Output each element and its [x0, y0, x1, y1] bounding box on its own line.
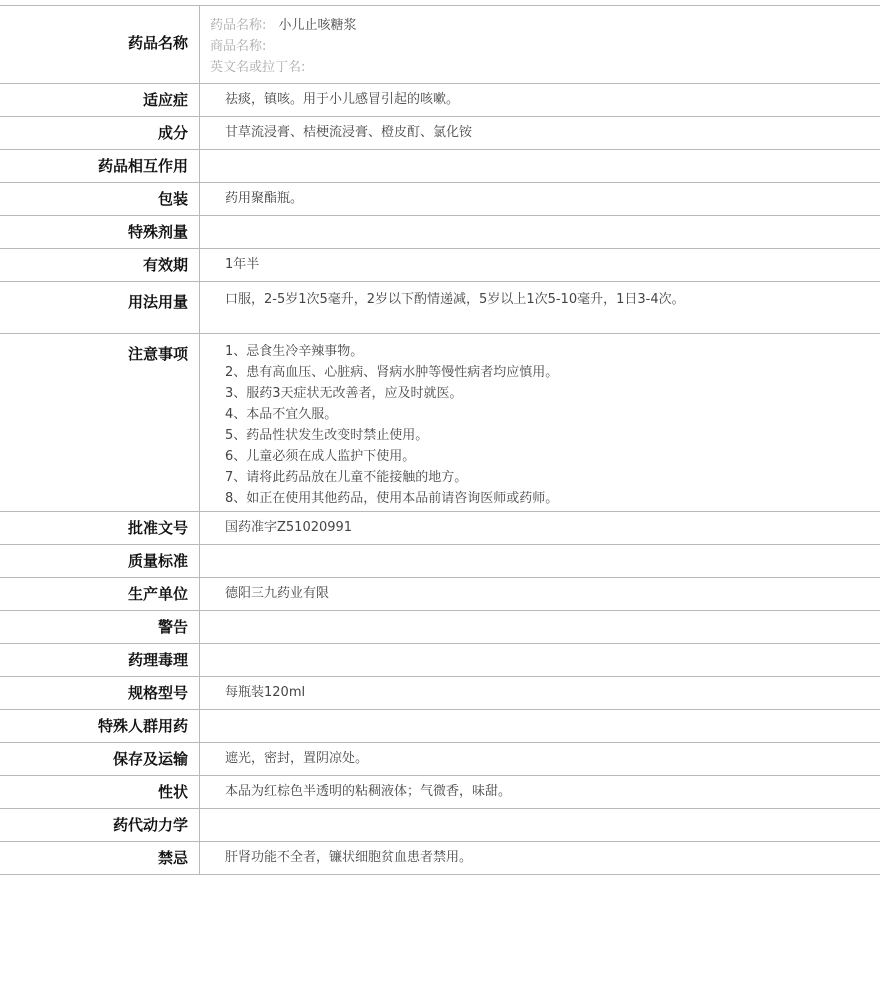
row-ingredients	[0, 117, 880, 150]
value-approval-number: 国药准字Z51020991	[225, 520, 353, 535]
row-precautions	[0, 334, 880, 512]
row-toxicology	[0, 644, 880, 677]
label-specification: 规格型号	[0, 677, 200, 709]
label-special-populations: 特殊人群用药	[0, 710, 200, 742]
row-approval-number	[0, 512, 880, 545]
precaution-item: 6、儿童必须在成人监护下使用。	[225, 449, 416, 464]
value-quality-standard	[200, 545, 880, 577]
value-contraindications: 肝肾功能不全者，镰状细胞贫血患者禁用。	[225, 850, 473, 865]
row-usage	[0, 282, 880, 334]
precaution-item: 7、请将此药品放在儿童不能接触的地方。	[225, 470, 468, 485]
value-drug-names	[200, 6, 880, 83]
value-interactions	[200, 150, 880, 182]
value-precautions	[200, 334, 880, 511]
row-contraindications	[0, 842, 880, 875]
label-shelf-life: 有效期	[0, 249, 200, 281]
row-quality-standard	[0, 545, 880, 578]
row-drug-name	[0, 6, 880, 84]
row-indications	[0, 84, 880, 117]
precaution-item: 8、如正在使用其他药品，使用本品前请咨询医师或药师。	[225, 491, 559, 506]
value-toxicology	[200, 644, 880, 676]
label-precautions: 注意事项	[0, 334, 200, 511]
value-shelf-life: 1年半	[225, 257, 260, 272]
value-specification: 每瓶装120ml	[225, 685, 306, 700]
label-manufacturer: 生产单位	[0, 578, 200, 610]
english-name-label: 英文名或拉丁名:	[210, 60, 306, 75]
value-manufacturer: 德阳三九药业有限	[225, 586, 330, 601]
row-specification	[0, 677, 880, 710]
label-packaging: 包装	[0, 183, 200, 215]
label-appearance: 性状	[0, 776, 200, 808]
row-special-dosage	[0, 216, 880, 249]
precaution-item: 3、服药3天症状无改善者，应及时就医。	[225, 386, 463, 401]
label-interactions: 药品相互作用	[0, 150, 200, 182]
generic-name-label: 药品名称:	[210, 18, 267, 33]
row-special-populations	[0, 710, 880, 743]
label-ingredients: 成分	[0, 117, 200, 149]
value-special-dosage	[200, 216, 880, 248]
value-usage: 口服，2-5岁1次5毫升，2岁以下酌情递减，5岁以上1次5-10毫升，1日3-4次。	[225, 292, 685, 307]
label-drug-name: 药品名称	[0, 6, 200, 83]
precaution-item: 5、药品性状发生改变时禁止使用。	[225, 428, 429, 443]
row-interactions	[0, 150, 880, 183]
label-quality-standard: 质量标准	[0, 545, 200, 577]
precaution-item: 2、患有高血压、心脏病、肾病水肿等慢性病者均应慎用。	[225, 365, 559, 380]
label-toxicology: 药理毒理	[0, 644, 200, 676]
precaution-item: 1、忌食生冷辛辣事物。	[225, 344, 364, 359]
row-manufacturer	[0, 578, 880, 611]
row-packaging	[0, 183, 880, 216]
row-warning	[0, 611, 880, 644]
label-indications: 适应症	[0, 84, 200, 116]
label-contraindications: 禁忌	[0, 842, 200, 874]
label-special-dosage: 特殊剂量	[0, 216, 200, 248]
label-warning: 警告	[0, 611, 200, 643]
label-approval-number: 批准文号	[0, 512, 200, 544]
row-shelf-life	[0, 249, 880, 282]
value-ingredients: 甘草流浸膏、桔梗流浸膏、橙皮酊、氯化铵	[225, 125, 473, 140]
generic-name-value: 小儿止咳糖浆	[278, 18, 357, 33]
value-special-populations	[200, 710, 880, 742]
value-appearance: 本品为红棕色半透明的粘稠液体；气微香，味甜。	[225, 784, 512, 799]
drug-info-table	[0, 5, 880, 875]
generic-name-line	[210, 15, 704, 36]
label-storage: 保存及运输	[0, 743, 200, 775]
value-pharmacokinetics	[200, 809, 880, 841]
row-appearance	[0, 776, 880, 809]
label-pharmacokinetics: 药代动力学	[0, 809, 200, 841]
trade-name-label: 商品名称:	[210, 39, 267, 54]
value-indications: 祛痰，镇咳。用于小儿感冒引起的咳嗽。	[225, 92, 460, 107]
label-usage: 用法用量	[0, 282, 200, 333]
value-storage: 遮光，密封，置阴凉处。	[225, 751, 369, 766]
precaution-item: 4、本品不宜久服。	[225, 407, 338, 422]
value-packaging: 药用聚酯瓶。	[225, 191, 304, 206]
value-warning	[200, 611, 880, 643]
row-storage	[0, 743, 880, 776]
row-pharmacokinetics	[0, 809, 880, 842]
